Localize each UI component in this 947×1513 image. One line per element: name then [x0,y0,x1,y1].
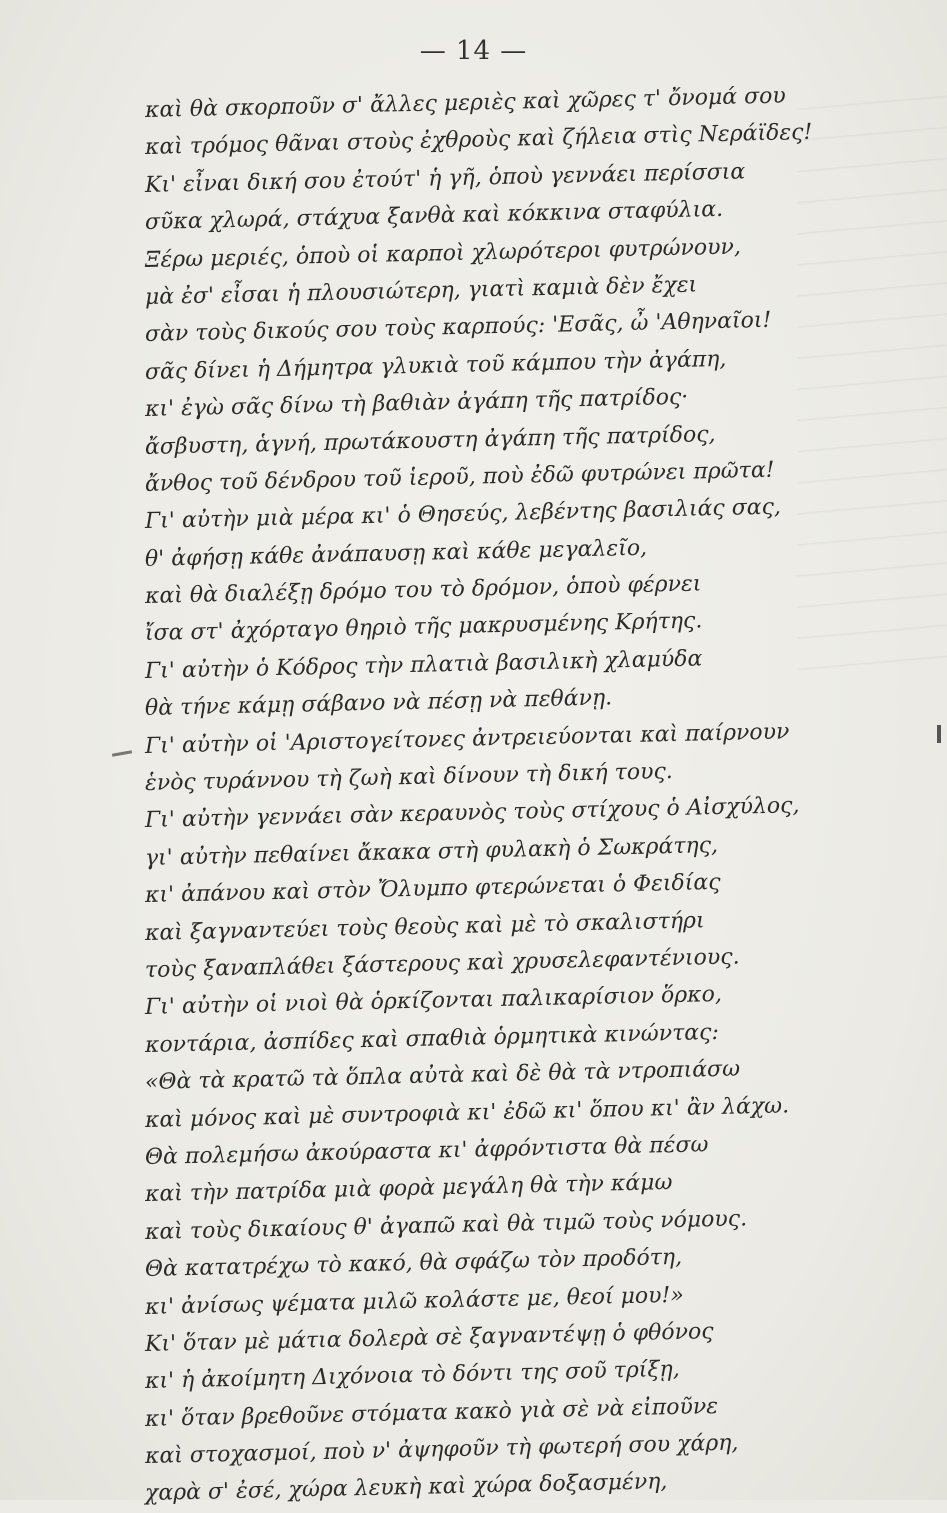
poem-line: Γι' αὐτὴν οἱ 'Αριστογείτονες ἀντρειεύονται καὶ παίρνουν [144,719,790,759]
poem-line: ἴσα στ' ἀχόρταγο θηριὸ τῆς μακρυσμένης Κρήτης. [144,608,703,647]
poem-line: Γι' αὐτὴν ὁ Κόδρος τὴν πλατιὰ βασιλικὴ χλαμύδα [144,646,703,684]
page-number: — 14 — [419,36,528,66]
poem-line: κι' ὅταν βρεθοῦνε στόματα κακὸ γιὰ σὲ νὰ εἰποῦνε [144,1393,719,1432]
poem-line: κι' ἀνίσως ψέματα μιλῶ κολάστε με, θεοί μου!» [144,1282,685,1320]
poem-line: γι' αὐτὴν πεθαίνει ἄκακα στὴ φυλακὴ ὁ Σωκράτης, [144,832,719,871]
poem-line: Κι' ὅταν μὲ μάτια δολερὰ σὲ ξαγναντέψῃ ὁ φθόνος [144,1318,714,1357]
poem-line: ἄσβυστη, ἁγνή, πρωτάκουστη ἀγάπη τῆς πατρίδος, [144,421,716,460]
poem-line: θὰ τήνε κάμῃ σάβανο νὰ πέσῃ νὰ πεθάνῃ. [144,685,613,722]
poem-line: χαρὰ σ' ἐσέ, χώρα λευκὴ καὶ χώρα δοξασμένη, [144,1469,668,1507]
poem-line: μὰ ἐσ' εἶσαι ἡ πλουσιώτερη, γιατὶ καμιὰ δὲν ἔχει [144,272,698,310]
page-edge-mark [937,725,941,743]
poem-line: σᾶς δίνει ἡ Δήμητρα γλυκιὰ τοῦ κάμπου τὴν ἀγάπη, [144,346,727,385]
poem-line: καὶ ξαγναντεύει τοὺς θεοὺς καὶ μὲ τὸ σκαλιστήρι [144,907,705,946]
poem-line: καὶ στοχασμοί, ποὺ ν' ἀψηφοῦν τὴ φωτερή σου χάρη, [144,1430,739,1470]
poem-line: Γι' αὐτὴν οἱ νιοὶ θὰ ὁρκίζονται παλικαρίσιον ὅρκο, [144,982,723,1021]
poem-text [144,83,905,1513]
poem-line: Θὰ κατατρέχω τὸ κακό, θὰ σφάζω τὸν προδότη, [144,1244,683,1283]
poem-line: σῦκα χλωρά, στάχυα ξανθὰ καὶ κόκκινα σταφύλια. [144,197,724,236]
poem-line: κι' ἀπάνου καὶ στὸν Ὄλυμπο φτερώνεται ὁ Φειδίας [144,870,721,909]
poem-line: τοὺς ξαναπλάθει ξάστερους καὶ χρυσελεφαντένιους. [144,944,740,983]
poem-line: κι' ἡ ἀκοίμητη Διχόνοια τὸ δόντι της σοῦ τρίξῃ, [144,1357,680,1395]
poem-line: καὶ τὴν πατρίδα μιὰ φορὰ μεγάλη θὰ τὴν κάμω [144,1170,673,1208]
poem-line: ἄνθος τοῦ δένδρου τοῦ ἱεροῦ, ποὺ ἐδῶ φυτρώνει πρῶτα! [144,457,775,497]
poem-line: καὶ θὰ διαλέξῃ δρόμο του τὸ δρόμον, ὁποὺ φέρνει [144,571,702,610]
poem-line: καὶ μόνος καὶ μὲ συντροφιὰ κι' ἐδῶ κι' ὅπου κι' ἂν λάχω. [144,1092,790,1133]
poem-line: σὰν τοὺς δικούς σου τοὺς καρπούς: 'Εσᾶς, ὦ 'Αθηναῖοι! [144,308,772,348]
poem-line: ἑνὸς τυράννου τὴ ζωὴ καὶ δίνουν τὴ δική τους. [144,759,674,797]
poem-line: καὶ τοὺς δικαίους θ' ἀγαπῶ καὶ θὰ τιμῶ τοὺς νόμους. [144,1206,748,1245]
poem-line: Κι' εἶναι δική σου ἐτούτ' ἡ γῆ, ὁποὺ γεννάει περίσσια [144,159,746,198]
poem-line: θ' ἀφήσῃ κάθε ἀνάπαυσῃ καὶ κάθε μεγαλεῖο, [144,535,648,572]
poem-line: κοντάρια, ἀσπίδες καὶ σπαθιὰ ὁρμητικὰ κινώντας: [144,1019,720,1058]
poem-line: καὶ τρόμος θᾶναι στοὺς ἐχθροὺς καὶ ζήλεια στὶς Νεράϊδες! [144,120,813,161]
poem-line: «Θὰ τὰ κρατῶ τὰ ὅπλα αὐτὰ καὶ δὲ θὰ τὰ ντροπιάσω [144,1056,741,1096]
poem-line: καὶ θὰ σκορποῦν σ' ἄλλες μεριὲς καὶ χῶρες τ' ὄνομά σου [144,83,786,123]
poem-line: Γι' αὐτὴν γεννάει σὰν κεραυνὸς τοὺς στίχους ὁ Αἰσχύλος, [144,793,800,834]
poem-line: κι' ἐγὼ σᾶς δίνω τὴ βαθιὰν ἀγάπη τῆς πατρίδος· [144,384,689,423]
poem-line: Γι' αὐτὴν μιὰ μέρα κι' ὁ Θησεύς, λεβέντης βασιλιάς σας, [144,494,782,535]
margin-pencil-mark [112,750,132,756]
poem-line: Θὰ πολεμήσω ἀκούραστα κι' ἀφρόντιστα θὰ πέσω [144,1132,709,1170]
poem-line: Ξέρω μεριές, ὁποὺ οἱ καρποὶ χλωρότεροι φυτρώνουν, [144,234,742,273]
